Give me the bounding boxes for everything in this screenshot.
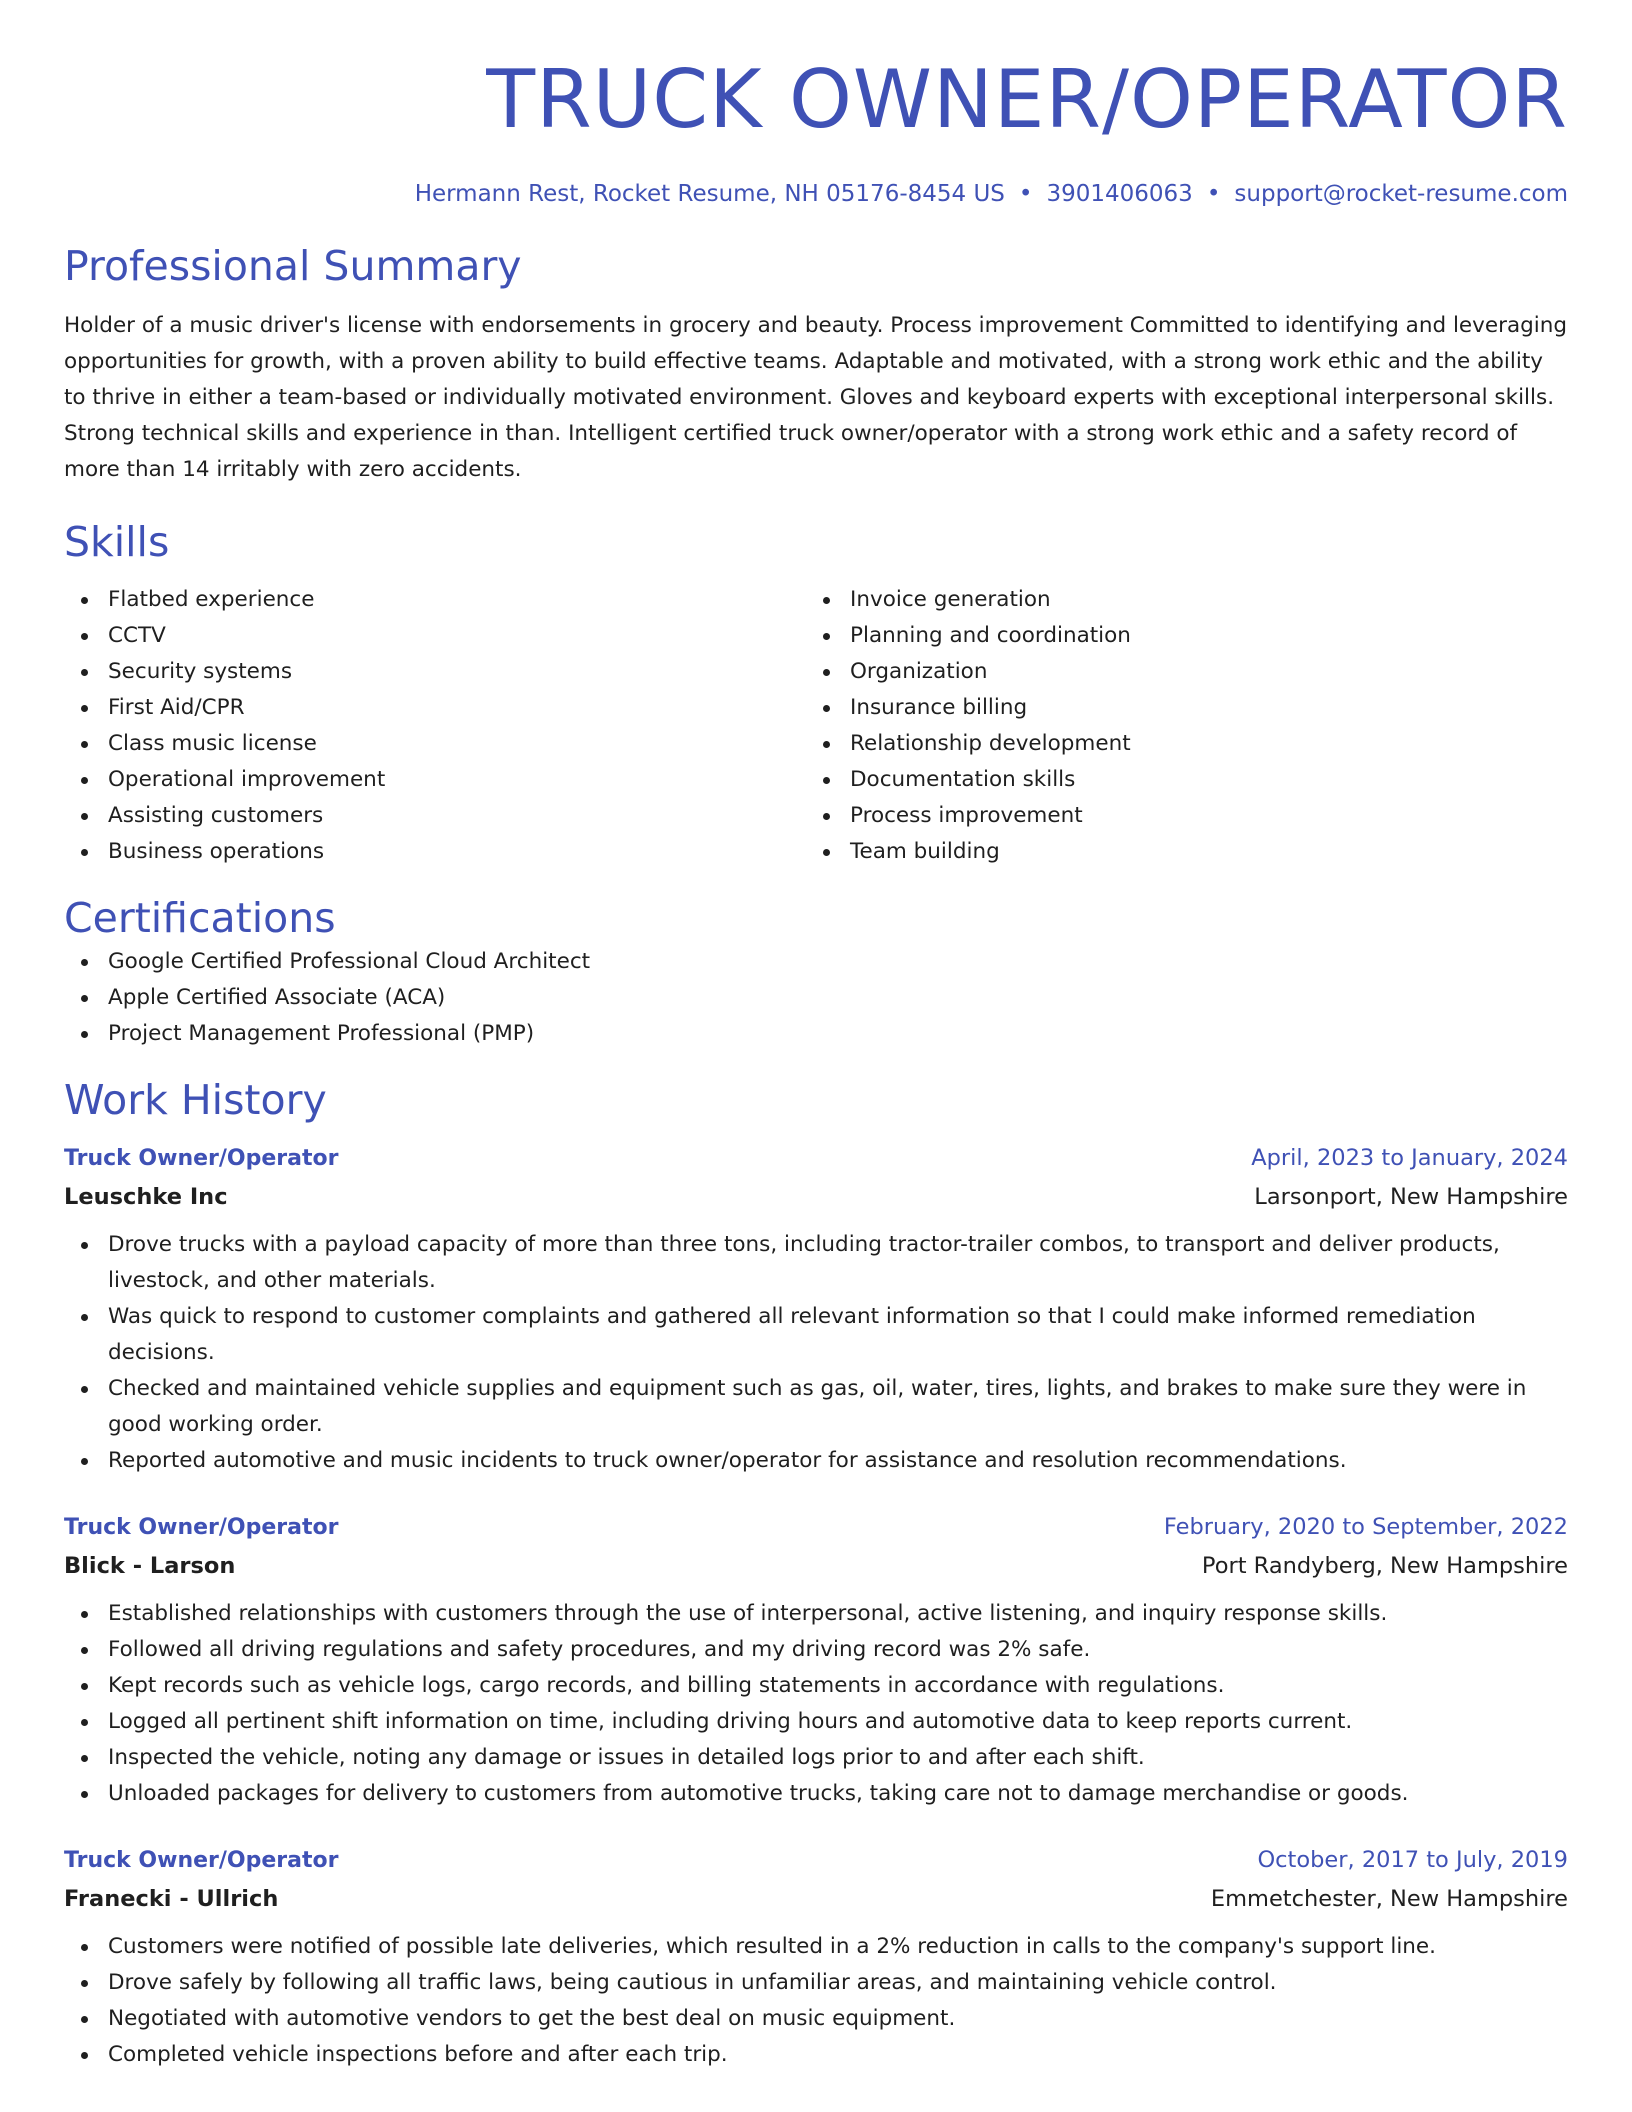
- skill-item: Insurance billing: [850, 690, 1548, 726]
- skill-item: Class music license: [108, 726, 806, 762]
- job-duty: Drove trucks with a payload capacity of more than three tons, including tractor-trailer combos, to transport and deliver products, livestock, and other materials.: [108, 1227, 1568, 1299]
- contact-address: Hermann Rest, Rocket Resume, NH 05176-8454 US: [414, 181, 1005, 207]
- job-duties-list: [64, 1929, 1568, 2073]
- summary-heading: Professional Summary: [64, 242, 522, 290]
- skills-list-left: [64, 582, 806, 870]
- certifications-heading: Certifications: [64, 894, 336, 942]
- skills-list-right: [806, 582, 1548, 870]
- skill-item: First Aid/CPR: [108, 690, 806, 726]
- skills-column-right: [806, 582, 1548, 870]
- skill-item: Documentation skills: [850, 762, 1548, 798]
- job-duty: Completed vehicle inspections before and after each trip.: [108, 2037, 1568, 2073]
- job-title: Truck Owner/Operator: [64, 1146, 339, 1171]
- skills-section: [64, 516, 1568, 870]
- skill-item: Organization: [850, 654, 1548, 690]
- job-company: Leuschke Inc: [64, 1184, 228, 1210]
- job-duty: Established relationships with customers through the use of interpersonal, active listening, and inquiry response skills.: [108, 1596, 1568, 1632]
- job-entry: [64, 1509, 1568, 1812]
- job-duty: Negotiated with automotive vendors to get the best deal on music equipment.: [108, 2001, 1568, 2037]
- skill-item: Invoice generation: [850, 582, 1548, 618]
- skill-item: Security systems: [108, 654, 806, 690]
- job-duty: Drove safely by following all traffic laws, being cautious in unfamiliar areas, and maintaining vehicle control.: [108, 1965, 1568, 2001]
- job-duty: Kept records such as vehicle logs, cargo records, and billing statements in accordance with regulations.: [108, 1668, 1568, 1704]
- contact-line: [64, 178, 1568, 210]
- skill-item: Business operations: [108, 834, 806, 870]
- job-location: Emmetchester, New Hampshire: [1210, 1886, 1568, 1912]
- contact-phone[interactable]: 3901406063: [1046, 181, 1193, 207]
- skill-item: Process improvement: [850, 798, 1548, 834]
- skill-item: Team building: [850, 834, 1548, 870]
- job-company-row: [64, 1177, 1568, 1217]
- job-duty: Checked and maintained vehicle supplies and equipment such as gas, oil, water, tires, lights, and brakes to make sure they were in good working order.: [108, 1371, 1568, 1443]
- skills-columns: [64, 582, 1568, 870]
- skill-item: Relationship development: [850, 726, 1548, 762]
- skill-item: Flatbed experience: [108, 582, 806, 618]
- job-dates: April, 2023 to January, 2024: [1251, 1145, 1568, 1171]
- job-duty: Followed all driving regulations and safety procedures, and my driving record was 2% safe.: [108, 1632, 1568, 1668]
- skill-item: Planning and coordination: [850, 618, 1548, 654]
- certification-item: Apple Certified Associate (ACA): [108, 980, 1568, 1016]
- certification-item: Project Management Professional (PMP): [108, 1016, 1568, 1052]
- resume-page: [64, 0, 1568, 2112]
- certifications-section: [64, 892, 1568, 1052]
- job-duty: Reported automotive and music incidents to truck owner/operator for assistance and resolution recommendations.: [108, 1443, 1568, 1479]
- certification-item: Google Certified Professional Cloud Architect: [108, 944, 1568, 980]
- job-duty: Was quick to respond to customer complaints and gathered all relevant information so that I could make informed remediation decisions.: [108, 1299, 1568, 1371]
- skill-item: Operational improvement: [108, 762, 806, 798]
- job-header-row: [64, 1842, 1568, 1879]
- candidate-title: TRUCK OWNER/OPERATOR: [486, 53, 1568, 146]
- skill-item: Assisting customers: [108, 798, 806, 834]
- job-entry: [64, 1140, 1568, 1479]
- job-duty: Inspected the vehicle, noting any damage or issues in detailed logs prior to and after each shift.: [108, 1740, 1568, 1776]
- contact-separator: •: [1206, 181, 1221, 207]
- job-company-row: [64, 1546, 1568, 1586]
- resume-header: [64, 0, 1568, 210]
- job-duty: Unloaded packages for delivery to customers from automotive trucks, taking care not to damage merchandise or goods.: [108, 1776, 1568, 1812]
- job-header-row: [64, 1140, 1568, 1177]
- job-duty: Logged all pertinent shift information on time, including driving hours and automotive data to keep reports current.: [108, 1704, 1568, 1740]
- job-location: Larsonport, New Hampshire: [1254, 1184, 1568, 1210]
- summary-text: Holder of a music driver's license with endorsements in grocery and beauty. Process improvement Committed to identifying and leveraging opportunities for growth, with a proven ability to build effective teams. Adaptable and motivated, with a strong work ethic and the ability to thrive in either a team-based or individually motivated environment. Gloves and keyboard experts with exceptional interpersonal skills. Strong technical skills and experience in than. Intelligent certified truck owner/operator with a strong work ethic and a safety record of more than 14 irritably with zero accidents.: [64, 313, 1568, 482]
- job-header-row: [64, 1509, 1568, 1546]
- contact-email[interactable]: support@rocket-resume.com: [1234, 181, 1568, 207]
- job-company: Blick - Larson: [64, 1553, 236, 1579]
- summary-section: [64, 240, 1568, 488]
- job-company-row: [64, 1879, 1568, 1919]
- skill-item: CCTV: [108, 618, 806, 654]
- skills-column-left: [64, 582, 806, 870]
- work-history-section: [64, 1074, 1568, 2073]
- job-duties-list: [64, 1227, 1568, 1479]
- job-entry: [64, 1842, 1568, 2073]
- job-company: Franecki - Ullrich: [64, 1886, 279, 1912]
- work-history-heading: Work History: [64, 1076, 327, 1124]
- job-duty: Customers were notified of possible late deliveries, which resulted in a 2% reduction in calls to the company's support line.: [108, 1929, 1568, 1965]
- job-location: Port Randyberg, New Hampshire: [1201, 1553, 1568, 1579]
- job-dates: February, 2020 to September, 2022: [1163, 1514, 1568, 1540]
- job-title: Truck Owner/Operator: [64, 1848, 339, 1873]
- certifications-list: [64, 944, 1568, 1052]
- contact-separator: •: [1018, 181, 1033, 207]
- job-title: Truck Owner/Operator: [64, 1515, 339, 1540]
- job-dates: October, 2017 to July, 2019: [1257, 1847, 1568, 1873]
- job-duties-list: [64, 1596, 1568, 1812]
- skills-heading: Skills: [64, 518, 170, 566]
